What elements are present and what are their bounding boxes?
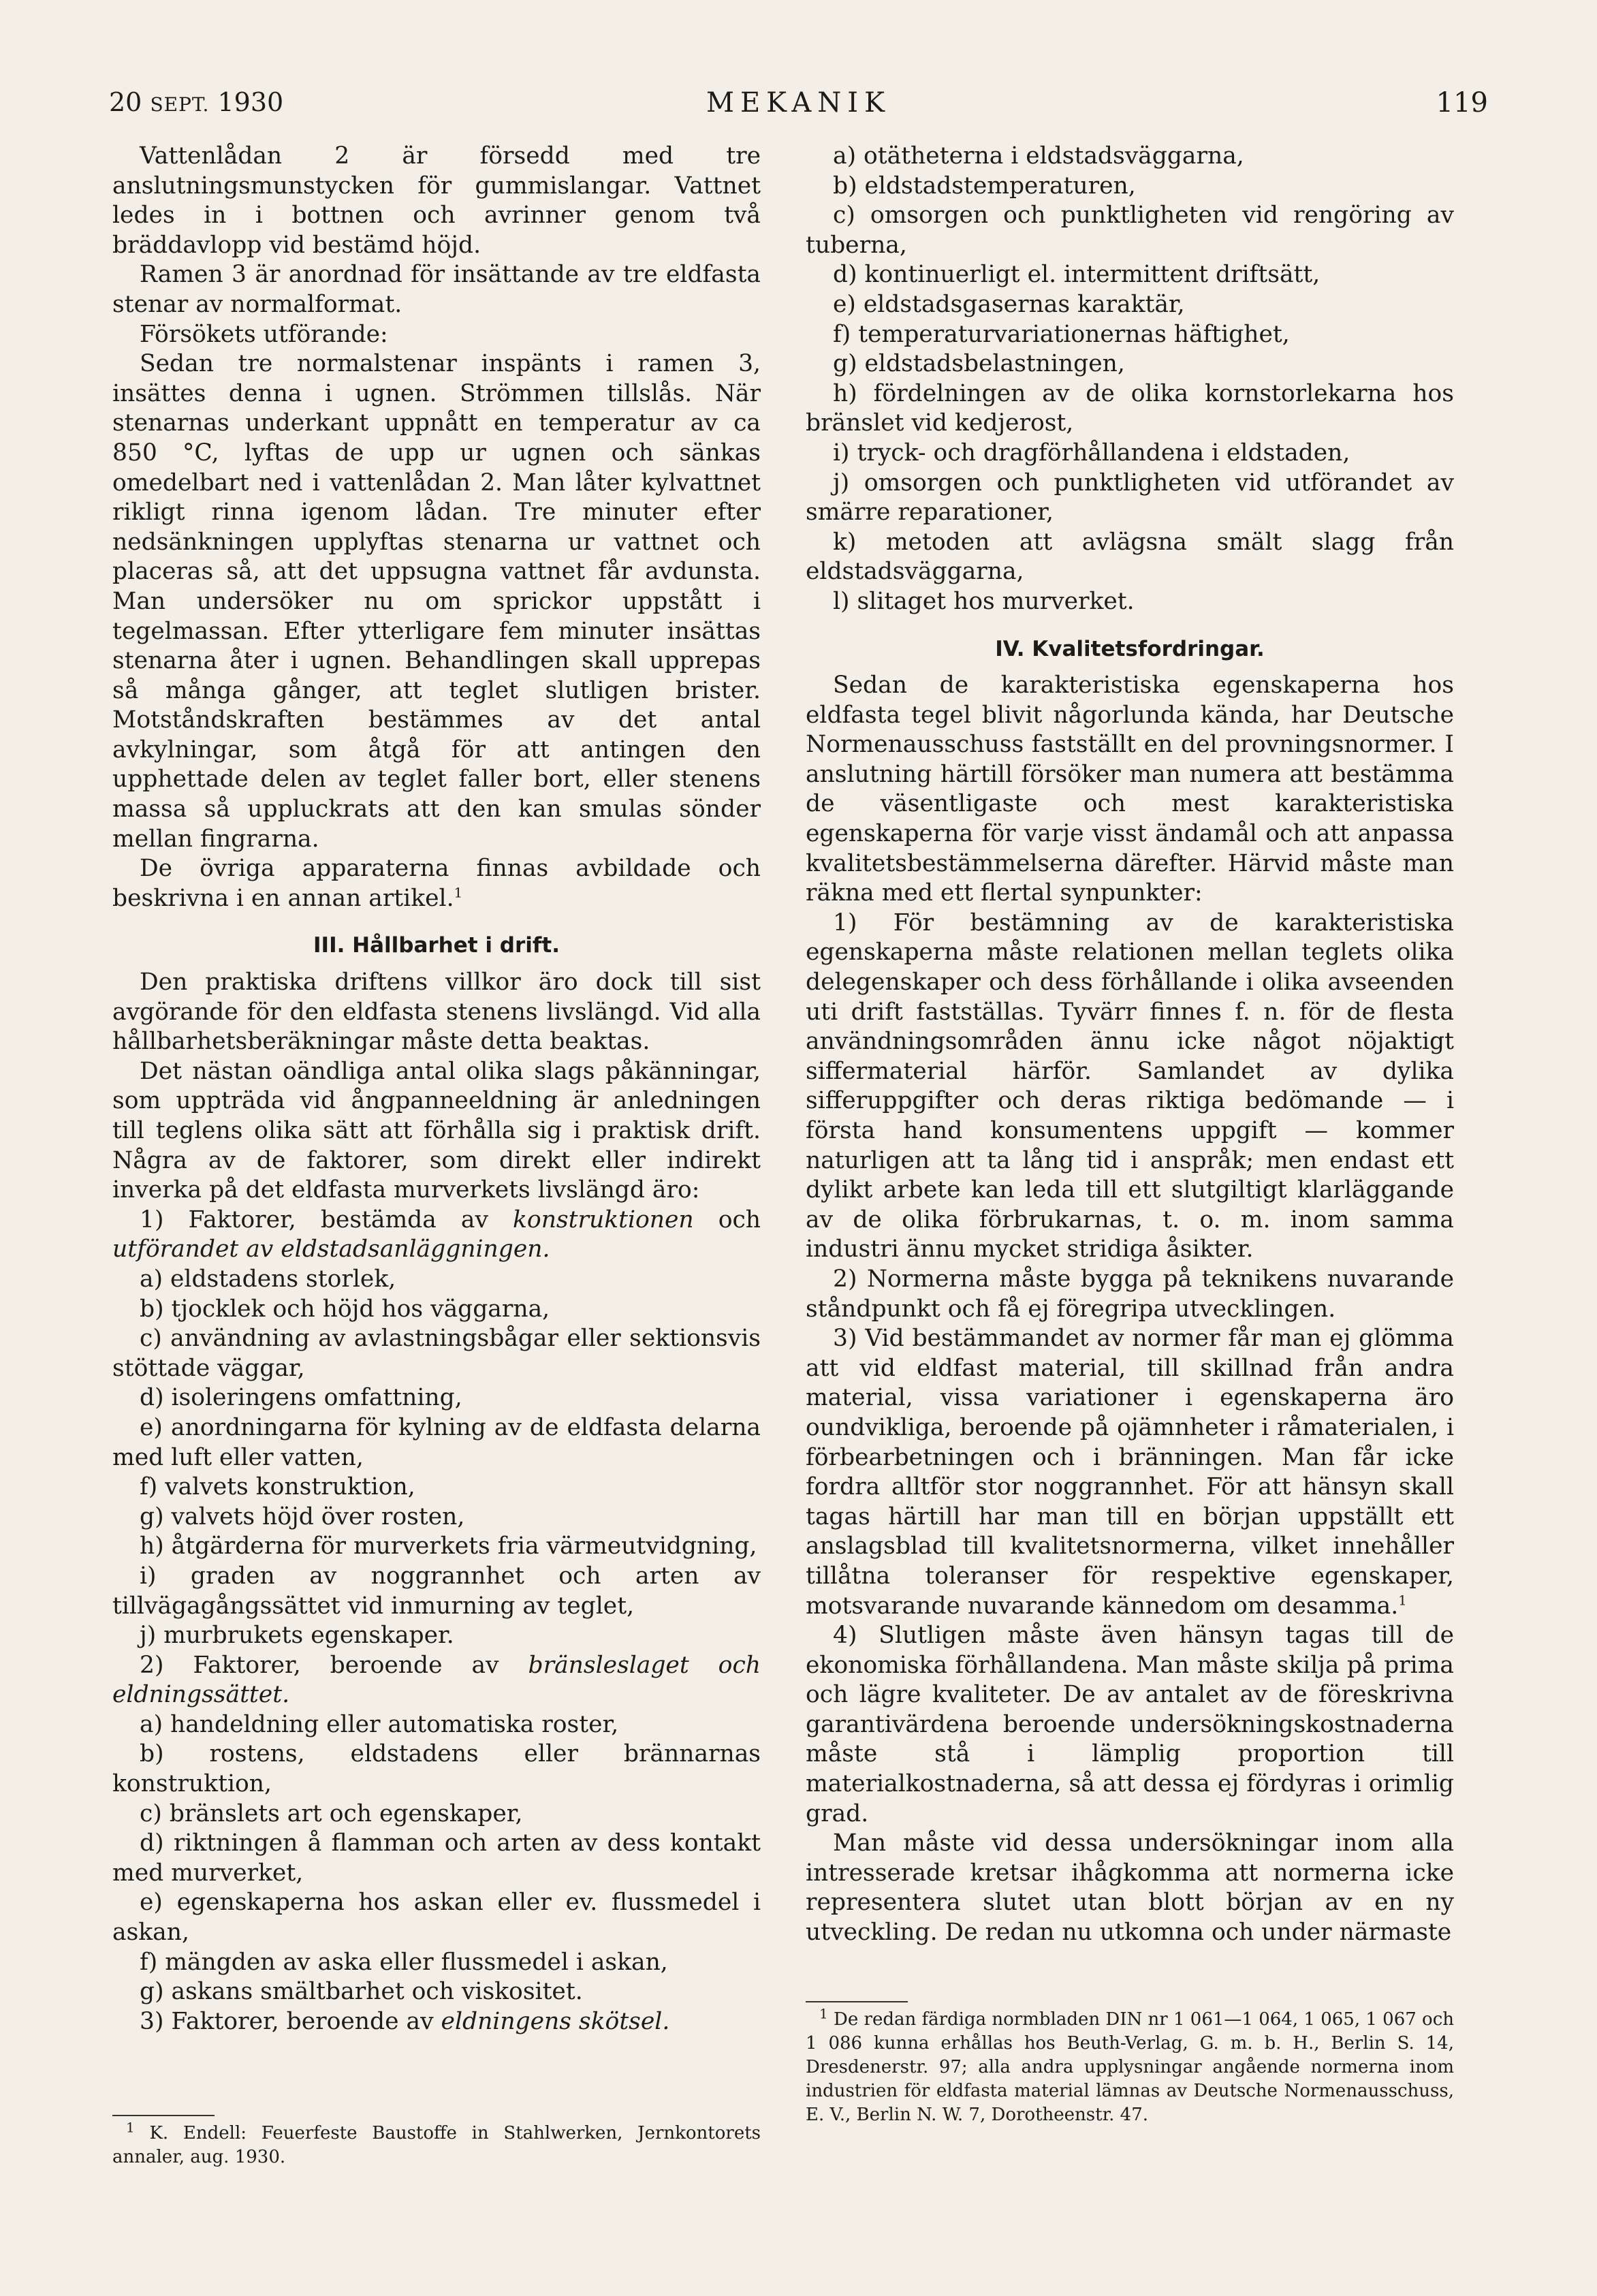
paragraph: 2) Normerna måste bygga på teknikens nuvarande ståndpunkt och få ej föregripa utvecklingen. xyxy=(806,1265,1454,1323)
factor-heading: 1) Faktorer, bestämda av konstruktionen och utförandet av eldstadsanläggningen. xyxy=(112,1206,761,1263)
list-item: f) temperaturvariationernas häftighet, xyxy=(833,320,1290,348)
list-item: i) tryck- och dragförhållandena i eldstaden, xyxy=(833,439,1350,467)
list-item: b) eldstadstemperaturen, xyxy=(833,172,1136,200)
list-item: g) eldstadsbelastningen, xyxy=(833,350,1125,378)
list-item: a) eldstadens storlek, xyxy=(140,1265,396,1293)
list-item: g) valvets höjd över rosten, xyxy=(140,1503,465,1530)
list-item: h) åtgärderna för murverkets fria värmeutvidgning, xyxy=(140,1532,757,1560)
list-item: c) användning av avlastningsbågar eller sektionsvis stöttade väggar, xyxy=(112,1325,761,1382)
paragraph: 1) För bestämning av de karakteristiska egenskaperna måste relationen mellan teglets olika delegenskaper och dess förhållande i olika avseenden uti drift fastställas. Tyvärr finnes f. n. för de flesta användningsområden ännu icke något nöjaktigt siffermaterial härför. Samlandet av dylika sifferuppgifter och deras riktiga bedömande — i första hand konsumentens uppgift — kommer naturligen att ta lång tid i anspråk; men endast ett dylikt arbete kan leda till ett slutgiltigt klarläggande av de olika förbrukarnas, t. o. m. inom samma industri ännu mycket stridiga åsikter. xyxy=(806,909,1454,1263)
list-item: e) eldstadsgasernas karaktär, xyxy=(833,290,1185,318)
paragraph: Den praktiska driftens villkor äro dock till sist avgörande för den eldfasta stenens livslängd. Vid alla hållbarhetsberäkningar måste detta beaktas. xyxy=(112,969,761,1056)
factor-heading: 2) Faktorer, beroende av bränsleslaget och eldningssättet. xyxy=(112,1651,761,1709)
paragraph: De övriga apparaterna finnas avbildade och beskrivna i en annan artikel.$^1$ xyxy=(112,855,761,912)
list-item: f) valvets konstruktion, xyxy=(140,1473,415,1501)
footnote-ref: 1 xyxy=(454,884,463,901)
paragraph: Vattenlådan 2 är försedd med tre anslutningsmunstycken för gummislangar. Vattnet ledes in i bottnen och avrinner genom två bräddavlopp vid bestämd höjd. xyxy=(112,142,761,259)
footnote-right xyxy=(806,2001,1454,2127)
list-item: a) otätheterna i eldstadsväggarna, xyxy=(833,142,1244,170)
list-item: b) tjocklek och höjd hos väggarna, xyxy=(140,1295,550,1323)
list-item: e) egenskaperna hos askan eller ev. flussmedel i askan, xyxy=(112,1889,761,1947)
paragraph: Försökets utförande: xyxy=(140,320,388,348)
footnote-ref: 1 xyxy=(1398,1592,1407,1608)
footnote-left xyxy=(112,2115,761,2169)
page-number: 119 xyxy=(1436,87,1488,119)
paragraph: Sedan de karakteristiska egenskaperna hos eldfasta tegel blivit någorlunda kända, har Deutsche Normenausschuss fastställt en del provningsnormer. I anslutning härtill försöker man numera att bestämma de väsentligaste och mest karakteristiska egenskaperna för varje visst ändamål och att anpassa kvalitetsbestämmelserna därefter. Härvid måste man räkna med ett flertal synpunkter: xyxy=(806,672,1454,907)
paragraph: Man måste vid dessa undersökningar inom alla intresserade kretsar ihågkomma att normerna icke representera slutet utan blott början av en ny utveckling. De redan nu utkomna och under närmaste xyxy=(806,1829,1454,1947)
list-item: h) fördelningen av de olika kornstorlekarna hos bränslet vid kedjerost, xyxy=(806,379,1454,437)
section-heading: III. Hållbarhet i drift. xyxy=(313,933,560,958)
list-item: j) omsorgen och punktligheten vid utförandet av smärre reparationer, xyxy=(806,469,1454,526)
paragraph: Sedan tre normalstenar inspänts i ramen 3, insättes denna i ugnen. Strömmen tillslås. När stenarnas underkant uppnått en temperatur av ca 850 °C, lyftas de upp ur ugnen och sänkas omedelbart ned i vattenlådan 2. Man låter kylvattnet rikligt rinna igenom lådan. Tre minuter efter nedsänkningen upplyftas stenarna ur vattnet och placeras så, att det uppsugna vattnet får avdunsta. Man undersöker nu om sprickor uppstått i tegelmassan. Efter ytterligare fem minuter insättas stenarna åter i ugnen. Behandlingen skall upprepas så många gånger, att teglet slutligen brister. Motståndskraften bestämmes av det antal avkylningar, som åtgå för att antingen den upphettade delen av teglet faller bort, eller stenens massa så uppluckrats att den kan smulas sönder mellan fingrarna. xyxy=(112,350,761,853)
list-item: d) isoleringens omfattning, xyxy=(140,1384,462,1412)
list-item: g) askans smältbarhet och viskositet. xyxy=(140,1978,583,2006)
footnote-text: $^1$ De redan färdiga normbladen DIN nr 1 061—1 064, 1 065, 1 067 och 1 086 kunna erhållas hos Beuth-Verlag, G. m. b. H., Berlin S. 14, Dresdenerstr. 97; alla andra upplysningar angående normerna inom industrien för eldfasta material lämnas av Deutsche Normenausschuss, E. V., Berlin N. W. 7, Dorotheenstr. 47. xyxy=(806,2005,1455,2125)
footnote-rule xyxy=(112,2115,215,2116)
list-item: d) kontinuerligt el. intermittent driftsätt, xyxy=(833,261,1321,289)
paragraph: 3) Vid bestämmandet av normer får man ej glömma att vid eldfast material, till skillnad från andra material, vissa variationer i egenskaperna äro oundvikliga, beroende på ojämnheter i råmaterialen, i förbearbetningen och i bränningen. Man får icke fordra alltför stor noggrannhet. För att hänsyn skall tagas härtill har man till en början uppställt ett anslagsblad till kvalitetsnormerna, vilket innehåller tillåtna toleranser för respektive egenskaper, motsvarande nuvarande kännedom om desamma.$^1$ xyxy=(806,1325,1454,1620)
paragraph: Det nästan oändliga antal olika slags påkänningar, som uppträda vid ångpanneeldning är anledningen till teglens olika sätt att förhålla sig i praktisk drift. Några av de faktorer, som direkt eller indirekt inverka på det eldfasta murverkets livslängd äro: xyxy=(112,1057,761,1204)
paragraph: Ramen 3 är anordnad för insättande av tre eldfasta stenar av normalformat. xyxy=(112,261,761,318)
footnote-text: $^1$ K. Endell: Feuerfeste Baustoffe in Stahlwerken, Jernkontorets annaler, aug. 1930. xyxy=(112,2119,761,2167)
list-item: e) anordningarna för kylning av de eldfasta delarna med luft eller vatten, xyxy=(112,1413,761,1471)
list-item: j) murbrukets egenskaper. xyxy=(140,1622,454,1650)
list-item: i) graden av noggrannhet och arten av tillvägagångssättet vid inmurning av teglet, xyxy=(112,1562,761,1620)
list-item: c) bränslets art och egenskaper, xyxy=(140,1799,523,1827)
paragraph: 4) Slutligen måste även hänsyn tagas till de ekonomiska förhållandena. Man måste skilja på prima och lägre kvaliteter. De av antalet av de föreskrivna garantivärdena beroende undersökningskostnaderna måste stå i lämplig proportion till materialkostnaderna, så att dessa ej fördyras i orimlig grad. xyxy=(806,1622,1454,1827)
journal-title: MEKANIK xyxy=(706,87,891,119)
factor-heading: 3) Faktorer, beroende av eldningens skötsel. xyxy=(140,2007,670,2035)
issue-date: 20 SEPT. 1930 xyxy=(109,87,284,117)
left-column xyxy=(112,142,761,2036)
list-item: k) metoden att avlägsna smält slagg från eldstadsväggarna, xyxy=(806,528,1454,586)
footnote-rule xyxy=(806,2001,908,2002)
right-column xyxy=(806,142,1454,1948)
list-item: b) rostens, eldstadens eller brännarnas konstruktion, xyxy=(112,1740,761,1798)
list-item: f) mängden av aska eller flussmedel i askan, xyxy=(140,1948,668,1976)
section-heading: IV. Kvalitetsfordringar. xyxy=(995,636,1265,661)
page-header xyxy=(109,87,1488,128)
list-item: a) handeldning eller automatiska roster, xyxy=(140,1710,619,1738)
list-item: d) riktningen å flamman och arten av dess kontakt med murverket, xyxy=(112,1829,761,1887)
list-item: c) omsorgen och punktligheten vid rengöring av tuberna, xyxy=(806,202,1454,259)
list-item: l) slitaget hos murverket. xyxy=(833,587,1135,615)
